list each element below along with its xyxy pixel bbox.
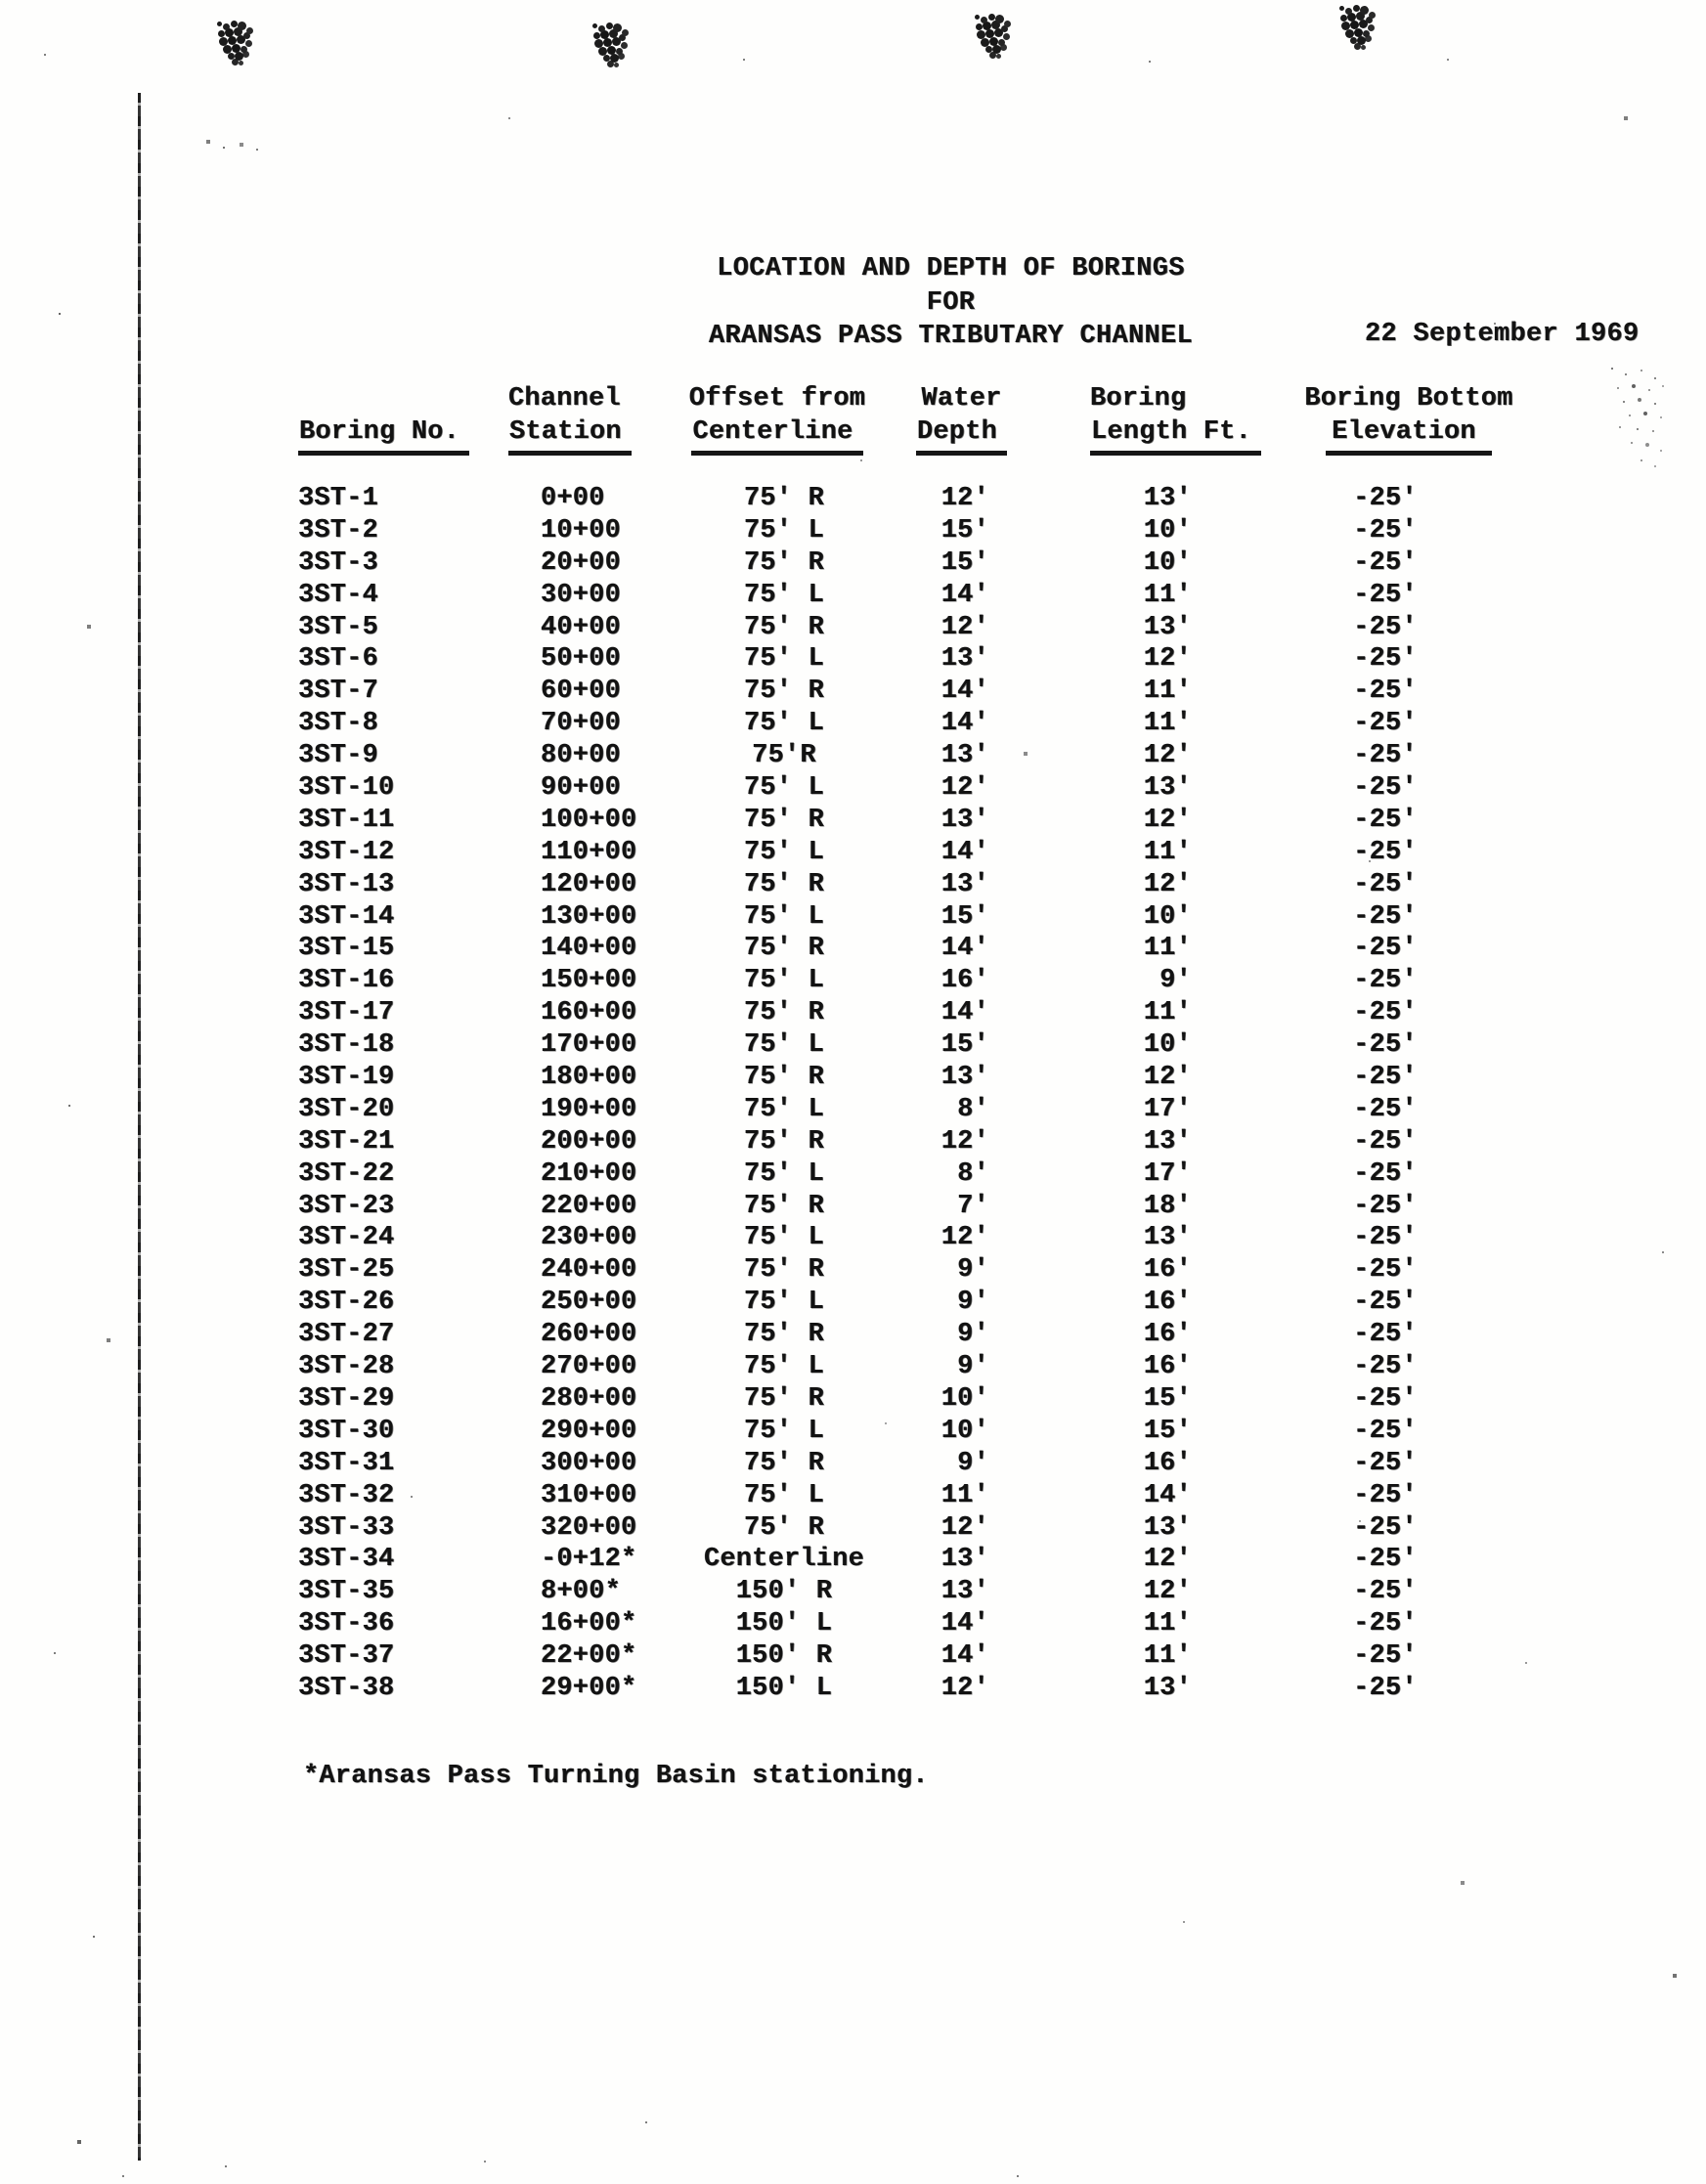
water-depth-cell: 12' [940,612,989,642]
boring-no-cell: 3ST-27 [298,1320,395,1350]
elevation-cell: -25' [1353,677,1418,707]
water-depth-cell: 12' [940,1126,989,1157]
elevation-cell: -25' [1353,1094,1418,1124]
station-cell: 220+00 [541,1191,637,1221]
station-cell: 310+00 [541,1480,637,1510]
offset-cell: 75' L [743,1094,824,1124]
station-cell: 300+00 [541,1448,637,1478]
boring-length-cell: 11' [1143,677,1192,707]
offset-cell: 75' L [743,837,824,867]
footnote: *Aransas Pass Turning Basin stationing. [303,1762,929,1791]
boring-length-cell: 12' [1143,1545,1192,1575]
boring-length-cell: 12' [1143,644,1192,675]
boring-no-cell: 3ST-6 [298,644,379,675]
scan-line-artifact [138,93,141,2161]
water-depth-cell: 15' [940,1030,989,1061]
water-depth-cell: 10' [940,1383,989,1414]
offset-cell: 75' R [743,547,824,578]
station-cell: 250+00 [541,1288,637,1318]
station-cell: 290+00 [541,1416,637,1446]
station-cell: 60+00 [541,677,622,707]
station-cell: 30+00 [541,580,622,610]
elevation-cell: -25' [1353,1609,1418,1639]
offset-cell: 75' L [743,644,824,675]
boring-length-cell: 15' [1143,1416,1192,1446]
offset-cell: 75' L [743,1480,824,1510]
elevation-cell: -25' [1353,612,1418,642]
title-line-2: FOR [926,287,976,318]
elevation-cell: -25' [1353,1158,1418,1189]
boring-length-cell: 16' [1143,1448,1192,1478]
station-cell: 100+00 [541,805,637,835]
station-cell: 320+00 [541,1512,637,1543]
boring-no-cell: 3ST-31 [298,1448,395,1478]
boring-length-cell: 17' [1143,1158,1192,1189]
station-cell: 230+00 [541,1223,637,1253]
water-depth-cell: 14' [940,677,989,707]
station-cell: 20+00 [541,547,622,578]
elevation-cell: -25' [1353,1416,1418,1446]
elevation-cell: -25' [1353,1383,1418,1414]
boring-length-cell: 18' [1143,1191,1192,1221]
boring-no-cell: 3ST-12 [298,837,395,867]
station-cell: 8+00* [541,1577,622,1607]
boring-length-cell: 16' [1143,1320,1192,1350]
scan-speckle-artifact [1611,368,1613,370]
elevation-cell: -25' [1353,1448,1418,1478]
boring-no-cell: 3ST-23 [298,1191,395,1221]
station-cell: 90+00 [541,773,622,804]
water-depth-cell: 10' [940,1416,989,1446]
column-header-line1: Boring [1090,384,1187,414]
water-depth-cell: 15' [940,515,989,546]
column-header-line2: Centerline [691,415,862,456]
column-header-channel-station [508,382,679,456]
water-depth-cell: 12' [940,1223,989,1253]
scan-smudge-artifact [1339,6,1344,11]
water-depth-cell: 11' [940,1480,989,1510]
elevation-cell: -25' [1353,1063,1418,1093]
elevation-cell: -25' [1353,1288,1418,1318]
column-header-water-depth [900,382,1023,456]
boring-length-cell: 11' [1143,837,1192,867]
column-header-boring-no [298,382,508,456]
station-cell: 29+00* [541,1673,637,1703]
station-cell: 80+00 [541,741,622,771]
boring-length-cell: 13' [1143,1512,1192,1543]
boring-no-cell: 3ST-1 [298,484,379,513]
boring-no-cell: 3ST-9 [298,741,379,771]
elevation-cell: -25' [1353,709,1418,739]
scan-smudge-artifact [592,23,597,28]
boring-no-cell: 3ST-36 [298,1609,395,1639]
water-depth-cell: 13' [940,1577,989,1607]
boring-no-cell: 3ST-22 [298,1158,395,1189]
water-depth-cell: 15' [940,901,989,932]
column-header-line1: Water [921,384,1002,414]
boring-length-cell: 11' [1143,1609,1192,1639]
table-header-row [298,382,1520,456]
station-cell: 280+00 [541,1383,637,1414]
offset-cell: 75' L [743,580,824,610]
elevation-cell: -25' [1353,773,1418,804]
boring-no-cell: 3ST-5 [298,612,379,642]
offset-cell: 75' R [743,1063,824,1093]
elevation-cell: -25' [1353,966,1418,996]
table-body [298,483,1520,1705]
elevation-cell: -25' [1353,1512,1418,1543]
offset-cell: 75' L [743,1352,824,1382]
station-cell: 240+00 [541,1255,637,1286]
offset-cell: 75' R [743,1448,824,1478]
boring-length-cell: 11' [1143,934,1192,964]
water-depth-cell: 14' [940,837,989,867]
elevation-cell: -25' [1353,547,1418,578]
column-header-line1: Offset from [688,384,866,414]
offset-cell: 75' L [743,1223,824,1253]
station-cell: 170+00 [541,1030,637,1061]
water-depth-cell: 14' [940,709,989,739]
station-cell: 130+00 [541,901,637,932]
water-depth-cell: 13' [940,869,989,899]
column-header-boring-bottom-elevation [1247,382,1570,456]
water-depth-cell: 8' [957,1094,989,1124]
elevation-cell: -25' [1353,805,1418,835]
elevation-cell: -25' [1353,741,1418,771]
water-depth-cell: 8' [957,1158,989,1189]
offset-cell: 75' L [743,515,824,546]
water-depth-cell: 12' [940,773,989,804]
elevation-cell: -25' [1353,1480,1418,1510]
water-depth-cell: 13' [940,741,989,771]
offset-cell: 150' L [735,1609,833,1639]
station-cell: 140+00 [541,934,637,964]
offset-cell: 75'R [752,741,816,771]
water-depth-cell: 14' [940,998,989,1028]
water-depth-cell: 9' [957,1288,989,1318]
boring-length-cell: 16' [1143,1288,1192,1318]
boring-length-cell: 11' [1143,709,1192,739]
boring-no-cell: 3ST-10 [298,773,395,804]
water-depth-cell: 13' [940,1063,989,1093]
offset-cell: 75' R [743,805,824,835]
station-cell: 10+00 [541,515,622,546]
boring-no-cell: 3ST-17 [298,998,395,1028]
elevation-cell: -25' [1353,484,1418,513]
boring-no-cell: 3ST-16 [298,966,395,996]
water-depth-cell: 9' [957,1320,989,1350]
offset-cell: 75' R [743,1320,824,1350]
elevation-cell: -25' [1353,1191,1418,1221]
boring-length-cell: 14' [1143,1480,1192,1510]
offset-cell: 75' L [743,1416,824,1446]
offset-cell: 150' L [735,1673,833,1703]
boring-length-cell: 10' [1143,1030,1192,1061]
boring-length-cell: 12' [1143,1577,1192,1607]
boring-length-cell: 12' [1143,741,1192,771]
water-depth-cell: 13' [940,644,989,675]
boring-no-cell: 3ST-32 [298,1480,395,1510]
offset-cell: 75' L [743,966,824,996]
boring-no-cell: 3ST-8 [298,709,379,739]
boring-length-cell: 13' [1143,612,1192,642]
title-line-3: ARANSAS PASS TRIBUTARY CHANNEL [708,322,1194,351]
boring-no-cell: 3ST-29 [298,1383,395,1414]
boring-no-cell: 3ST-38 [298,1673,395,1703]
boring-no-cell: 3ST-3 [298,547,379,578]
offset-cell: 75' R [743,1126,824,1157]
column-header-line2: Elevation [1326,415,1492,456]
boring-no-cell: 3ST-34 [298,1545,395,1575]
water-depth-cell: 9' [957,1352,989,1382]
offset-cell: 75' L [743,1030,824,1061]
boring-no-cell: 3ST-25 [298,1255,395,1286]
offset-cell: 75' R [743,612,824,642]
boring-length-cell: 10' [1143,547,1192,578]
boring-no-cell: 3ST-19 [298,1063,395,1093]
title-line-1: LOCATION AND DEPTH OF BORINGS [717,254,1185,284]
boring-no-cell: 3ST-24 [298,1223,395,1253]
offset-cell: 75' R [743,1512,824,1543]
station-cell: 200+00 [541,1126,637,1157]
water-depth-cell: 14' [940,1609,989,1639]
boring-length-cell: 16' [1143,1352,1192,1382]
boring-length-cell: 11' [1143,998,1192,1028]
offset-cell: 75' R [743,1191,824,1221]
water-depth-cell: 13' [940,1545,989,1575]
boring-length-cell: 12' [1143,805,1192,835]
offset-cell: 75' L [743,1158,824,1189]
elevation-cell: -25' [1353,837,1418,867]
boring-length-cell: 10' [1143,515,1192,546]
station-cell: 16+00* [541,1609,637,1639]
water-depth-cell: 7' [957,1191,989,1221]
boring-no-cell: 3ST-20 [298,1094,395,1124]
station-cell: 190+00 [541,1094,637,1124]
water-depth-cell: 13' [940,805,989,835]
boring-no-cell: 3ST-13 [298,869,395,899]
boring-no-cell: 3ST-4 [298,580,379,610]
station-cell: 120+00 [541,869,637,899]
elevation-cell: -25' [1353,1673,1418,1703]
water-depth-cell: 12' [940,1512,989,1543]
boring-length-cell: 10' [1143,901,1192,932]
boring-length-cell: 13' [1143,1223,1192,1253]
boring-no-cell: 3ST-33 [298,1512,395,1543]
water-depth-cell: 12' [940,1673,989,1703]
offset-cell: 75' R [743,1255,824,1286]
boring-length-cell: 9' [1159,966,1192,996]
column-header-line1: Channel [508,384,621,414]
boring-no-cell: 3ST-35 [298,1577,395,1607]
station-cell: 150+00 [541,966,637,996]
water-depth-cell: 14' [940,580,989,610]
column-header-line2: Station [508,415,632,456]
boring-no-cell: 3ST-37 [298,1641,395,1672]
elevation-cell: -25' [1353,1320,1418,1350]
elevation-cell: -25' [1353,580,1418,610]
boring-no-cell: 3ST-7 [298,677,379,707]
boring-length-cell: 13' [1143,773,1192,804]
elevation-cell: -25' [1353,1126,1418,1157]
station-cell: 110+00 [541,837,637,867]
offset-cell: 75' R [743,869,824,899]
scan-smudge-artifact [975,15,980,20]
offset-cell: 75' R [743,1383,824,1414]
boring-length-cell: 11' [1143,1641,1192,1672]
station-cell: 70+00 [541,709,622,739]
station-cell: 180+00 [541,1063,637,1093]
elevation-cell: -25' [1353,1352,1418,1382]
boring-no-cell: 3ST-28 [298,1352,395,1382]
column-header-offset-from-centerline [679,382,875,456]
offset-cell: 75' R [743,484,824,513]
station-cell: 0+00 [541,484,605,513]
scan-smudge-artifact [217,22,222,26]
boring-no-cell: 3ST-15 [298,934,395,964]
column-header-line2: Boring No. [298,415,469,456]
boring-length-cell: 12' [1143,869,1192,899]
elevation-cell: -25' [1353,934,1418,964]
boring-length-cell: 15' [1143,1383,1192,1414]
water-depth-cell: 16' [940,966,989,996]
boring-length-cell: 12' [1143,1063,1192,1093]
boring-length-cell: 13' [1143,1673,1192,1703]
elevation-cell: -25' [1353,1030,1418,1061]
offset-cell: 150' R [735,1641,833,1672]
water-depth-cell: 15' [940,547,989,578]
column-header-line2: Length Ft. [1090,415,1261,456]
elevation-cell: -25' [1353,1255,1418,1286]
boring-no-cell: 3ST-30 [298,1416,395,1446]
boring-length-cell: 13' [1143,484,1192,513]
boring-length-cell: 11' [1143,580,1192,610]
elevation-cell: -25' [1353,515,1418,546]
column-header-line1: Boring Bottom [1304,384,1513,414]
station-cell: 210+00 [541,1158,637,1189]
elevation-cell: -25' [1353,1223,1418,1253]
elevation-cell: -25' [1353,1577,1418,1607]
boring-length-cell: 17' [1143,1094,1192,1124]
elevation-cell: -25' [1353,901,1418,932]
boring-no-cell: 3ST-14 [298,901,395,932]
column-header-line2: Depth [916,415,1007,456]
boring-length-cell: 16' [1143,1255,1192,1286]
offset-cell: 75' L [743,709,824,739]
scan-noise-dots [0,0,2,2]
boring-no-cell: 3ST-2 [298,515,379,546]
boring-length-cell: 13' [1143,1126,1192,1157]
boring-no-cell: 3ST-18 [298,1030,395,1061]
station-cell: 260+00 [541,1320,637,1350]
elevation-cell: -25' [1353,998,1418,1028]
station-cell: 50+00 [541,644,622,675]
water-depth-cell: 14' [940,934,989,964]
elevation-cell: -25' [1353,1545,1418,1575]
offset-cell: 150' R [735,1577,833,1607]
elevation-cell: -25' [1353,1641,1418,1672]
offset-cell: 75' R [743,677,824,707]
water-depth-cell: 9' [957,1448,989,1478]
offset-cell: 75' R [743,998,824,1028]
offset-cell: 75' L [743,773,824,804]
offset-cell: 75' L [743,901,824,932]
station-cell: 22+00* [541,1641,637,1672]
document-date: 22 September 1969 [1365,320,1640,349]
station-cell: 270+00 [541,1352,637,1382]
column-header-boring-length [997,382,1252,456]
offset-cell: 75' R [743,934,824,964]
boring-no-cell: 3ST-11 [298,805,395,835]
offset-cell: Centerline [703,1545,865,1575]
water-depth-cell: 14' [940,1641,989,1672]
water-depth-cell: 9' [957,1255,989,1286]
boring-no-cell: 3ST-21 [298,1126,395,1157]
boring-no-cell: 3ST-26 [298,1288,395,1318]
elevation-cell: -25' [1353,644,1418,675]
offset-cell: 75' L [743,1288,824,1318]
station-cell: 160+00 [541,998,637,1028]
station-cell: -0+12* [541,1545,637,1575]
station-cell: 40+00 [541,612,622,642]
water-depth-cell: 12' [940,484,989,513]
elevation-cell: -25' [1353,869,1418,899]
